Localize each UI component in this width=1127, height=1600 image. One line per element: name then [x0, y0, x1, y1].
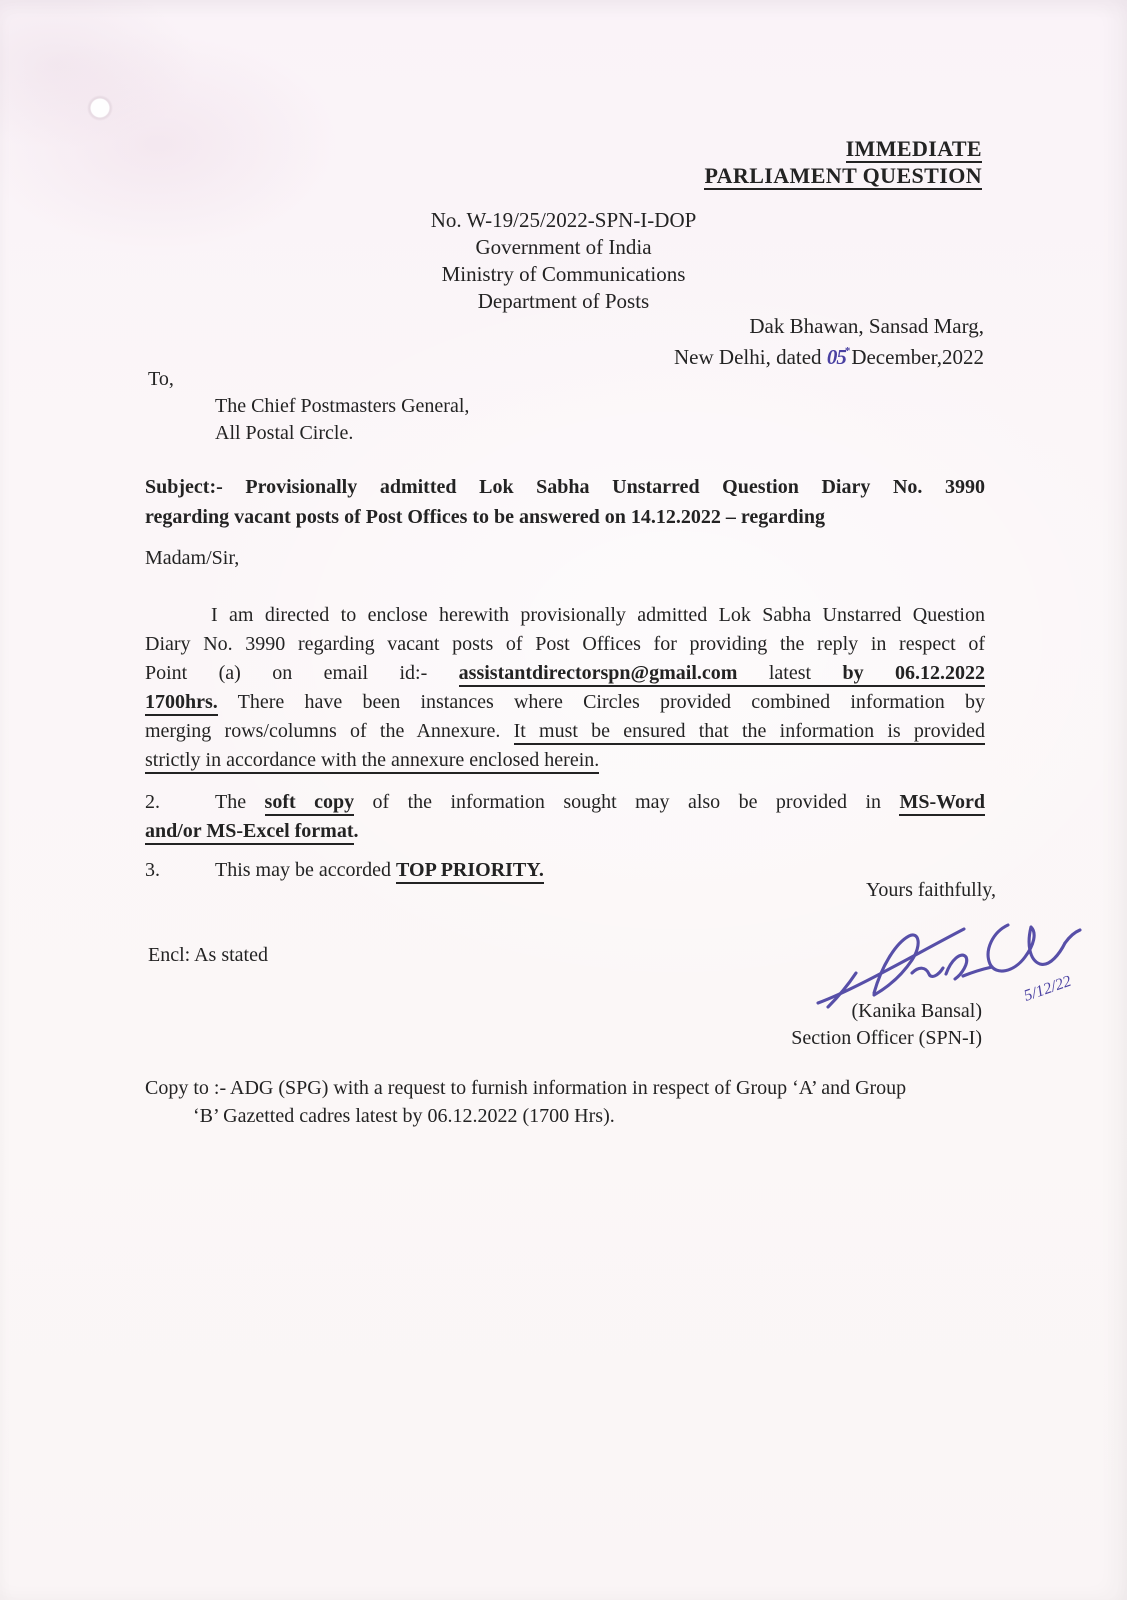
text-segment: and/or MS-Excel format: [145, 820, 354, 845]
signatory-name: (Kanika Bansal): [851, 1000, 982, 1022]
paragraph-line: [145, 688, 985, 717]
paragraph-line: [145, 659, 985, 688]
text-segment: 3.: [145, 859, 160, 881]
letterhead: [0, 207, 1127, 315]
salutation: Madam/Sir,: [145, 547, 240, 569]
org-department: Department of Posts: [477, 289, 650, 313]
text-segment: It must be ensured that the information is provided: [514, 720, 985, 745]
text-segment: This may be accorded: [215, 859, 397, 881]
text-segment: of the information sought may also be provided in: [354, 791, 900, 813]
handwritten-superscript-mark: *: [844, 345, 850, 357]
recipient-block: [148, 366, 469, 447]
text-segment: latest: [737, 662, 842, 687]
text-segment: I am directed to enclose herewith provisionally admitted Lok Sabha Unstarred Question: [211, 604, 985, 626]
text-segment: TOP PRIORITY.: [396, 859, 544, 884]
text-segment: soft copy: [265, 791, 355, 816]
text-segment: strictly in accordance with the annexure enclosed herein.: [145, 749, 599, 774]
copy-to-line: Copy to :- ADG (SPG) with a request to furnish information in respect of Group ‘A’ and Group: [145, 1077, 907, 1099]
address-line: Dak Bhawan, Sansad Marg,: [749, 314, 984, 338]
text-segment: by 06.12.2022: [842, 662, 985, 687]
body-paragraph-2: [145, 788, 985, 846]
text-segment: 1700hrs.: [145, 691, 218, 716]
recipient-line: The Chief Postmasters General,: [215, 395, 470, 417]
punch-hole: [87, 95, 113, 121]
text-segment: MS-Word: [899, 791, 985, 816]
to-label: To,: [148, 368, 174, 390]
stamp-line-immediate: IMMEDIATE: [845, 136, 982, 161]
text-segment: 2.: [145, 791, 160, 813]
closing-valediction: Yours faithfully,: [865, 879, 996, 901]
text-segment: There have been instances where Circles provided combined information by: [217, 691, 985, 713]
text-segment: Point (a) on email id:-: [145, 662, 459, 684]
text-segment: The: [215, 791, 265, 813]
handwritten-day: 05*: [826, 345, 850, 369]
body-paragraph-3: [145, 856, 985, 885]
subject-block: [145, 472, 985, 532]
paragraph-line: [145, 817, 985, 846]
subject-line: Subject:- Provisionally admitted Lok Sabha Unstarred Question Diary No. 3990: [145, 476, 985, 498]
enclosure-note: Encl: As stated: [148, 944, 268, 966]
text-segment: assistantdirectorspn@gmail.com: [459, 662, 738, 687]
text-segment: Diary No. 3990 regarding vacant posts of Post Offices for providing the reply in respect of: [145, 633, 985, 655]
body-paragraph-1: [145, 601, 985, 775]
org-government: Government of India: [475, 235, 652, 259]
org-ministry: Ministry of Communications: [441, 262, 686, 286]
subject-line: regarding vacant posts of Post Offices to be answered on 14.12.2022 – regarding: [145, 506, 825, 528]
paragraph-line: [145, 746, 985, 775]
paragraph-line: [145, 630, 985, 659]
signature-date: 5/12/22: [1021, 972, 1074, 1005]
recipient-line: All Postal Circle.: [215, 422, 354, 444]
paragraph-line: [145, 856, 985, 885]
paragraph-line: [145, 717, 985, 746]
stamp-line-parliament-question: PARLIAMENT QUESTION: [704, 163, 982, 188]
paragraph-line: [145, 788, 985, 817]
date-line: New Delhi, dated 05*December,2022: [674, 345, 984, 369]
copy-to-block: [145, 1074, 906, 1130]
copy-to-line: ‘B’ Gazetted cadres latest by 06.12.2022 (1700 Hrs).: [193, 1105, 615, 1127]
place-and-date: [674, 313, 984, 371]
paragraph-line: [145, 601, 985, 630]
reference-number: No. W-19/25/2022-SPN-I-DOP: [430, 208, 697, 232]
text-segment: .: [353, 820, 359, 842]
signatory-block: [791, 998, 982, 1052]
signatory-designation: Section Officer (SPN-I): [791, 1027, 982, 1049]
text-segment: merging rows/columns of the Annexure.: [145, 720, 514, 742]
urgency-stamp: [704, 135, 982, 189]
